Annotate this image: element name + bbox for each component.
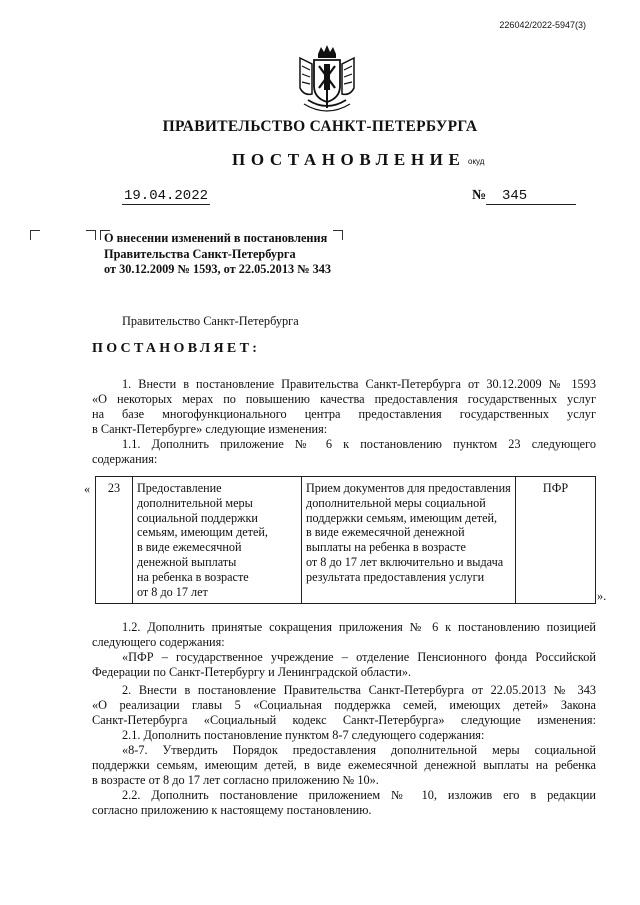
corner-bracket-icon — [333, 230, 343, 240]
cell-line: от 8 до 17 лет — [137, 584, 208, 599]
paragraph-line: 1. Внести в постановление Правительства Санкт-Петербурга от 30.12.2009 № 1593 — [122, 377, 596, 391]
paragraph-line: «О некоторых мерах по повышению качества предоставления государственных услуг — [92, 392, 596, 406]
cell-line: в виде ежемесячной — [137, 540, 242, 555]
document-date: 19.04.2022 — [124, 188, 209, 204]
cell-line: дополнительной меры социальной — [306, 495, 486, 510]
paragraph-line: «ПФР – государственное учреждение – отделение Пенсионного фонда Российской — [122, 650, 596, 664]
paragraph-line: 1.2. Дополнить принятые сокращения приложения № 6 к постановлению позицией — [122, 620, 596, 634]
corner-bracket-icon — [86, 230, 96, 240]
document-id: 226042/2022-5947(3) — [499, 20, 586, 30]
document-subject — [104, 231, 331, 278]
decrees-heading: ПОСТАНОВЛЯЕТ: — [92, 341, 261, 356]
paragraph-line: 2. Внести в постановление Правительства Санкт-Петербурга от 22.05.2013 № 343 — [122, 683, 596, 697]
subject-line: Правительства Санкт-Петербурга — [104, 246, 296, 261]
quote-close: ». — [597, 589, 607, 603]
subject-line: от 30.12.2009 № 1593, от 22.05.2013 № 343 — [104, 262, 332, 276]
paragraph-line: в возрасте от 8 до 17 лет согласно приложению № 10». — [92, 773, 379, 787]
cell-line: в виде ежемесячной денежной — [306, 525, 465, 540]
organization-cell: ПФР — [516, 477, 596, 604]
number-label: № — [472, 188, 487, 203]
table-row — [96, 477, 596, 604]
coat-of-arms-icon — [294, 44, 360, 116]
okud-label: окуд — [468, 157, 485, 166]
cell-line: выплаты на ребенка в возрасте — [306, 540, 466, 555]
paragraph-line: Санкт-Петербурга «Социальный кодекс Санкт-Петербурга» следующие изменения: — [92, 713, 596, 727]
paragraph-line: на базе многофункционального центра предоставления государственных услуг — [92, 407, 596, 421]
cell-line: поддержки семьям, имеющим детей, — [306, 510, 498, 525]
paragraph-line: «О реализации главы 5 «Социальная поддержка семей, имеющих детей» Закона — [92, 698, 596, 712]
quote-open: « — [84, 482, 91, 496]
service-cell — [133, 477, 302, 604]
paragraph-line: содержания: — [92, 452, 158, 466]
paragraph-line: поддержки семьям, имеющим детей, в виде ежемесячной денежной выплаты на ребенка — [92, 758, 596, 772]
document-title: ПОСТАНОВЛЕНИЕ — [232, 150, 466, 169]
cell-line: результата предоставления услуги — [306, 569, 485, 584]
cell-line: от 8 до 17 лет включительно и выдача — [306, 554, 504, 569]
paragraph-line: «8-7. Утвердить Порядок предоставления дополнительной меры социальной — [122, 743, 596, 757]
paragraph-line: следующего содержания: — [92, 635, 225, 649]
cell-line: семьям, имеющим детей, — [137, 525, 268, 540]
cell-line: социальной поддержки — [137, 510, 258, 525]
cell-line: на ребенка в возрасте — [137, 569, 249, 584]
cell-line: Предоставление — [137, 481, 222, 495]
government-name: ПРАВИТЕЛЬСТВО САНКТ-ПЕТЕРБУРГА — [162, 118, 478, 135]
paragraph-line: Федерации по Санкт-Петербургу и Ленинградской области». — [92, 665, 412, 679]
corner-bracket-icon — [30, 230, 40, 240]
cell-line: денежной выплаты — [137, 554, 237, 569]
paragraph-line: 1.1. Дополнить приложение № 6 к постановлению пунктом 23 следующего — [122, 437, 596, 451]
service-table — [95, 476, 596, 604]
row-number: 23 — [96, 477, 133, 604]
paragraph-line: в Санкт-Петербурге» следующие изменения: — [92, 422, 328, 436]
intro-text: Правительство Санкт-Петербурга — [122, 314, 299, 328]
subject-line: О внесении изменений в постановления — [104, 231, 328, 245]
cell-line: дополнительной меры — [137, 495, 253, 510]
paragraph-line: 2.1. Дополнить постановление пунктом 8-7 следующего содержания: — [122, 728, 485, 742]
action-cell — [302, 477, 516, 604]
paragraph-line: согласно приложению к настоящему постановлению. — [92, 803, 372, 817]
cell-line: Прием документов для предоставления — [306, 481, 511, 495]
paragraph-line: 2.2. Дополнить постановление приложением № 10, изложив его в редакции — [122, 788, 596, 802]
document-number: 345 — [486, 188, 576, 205]
